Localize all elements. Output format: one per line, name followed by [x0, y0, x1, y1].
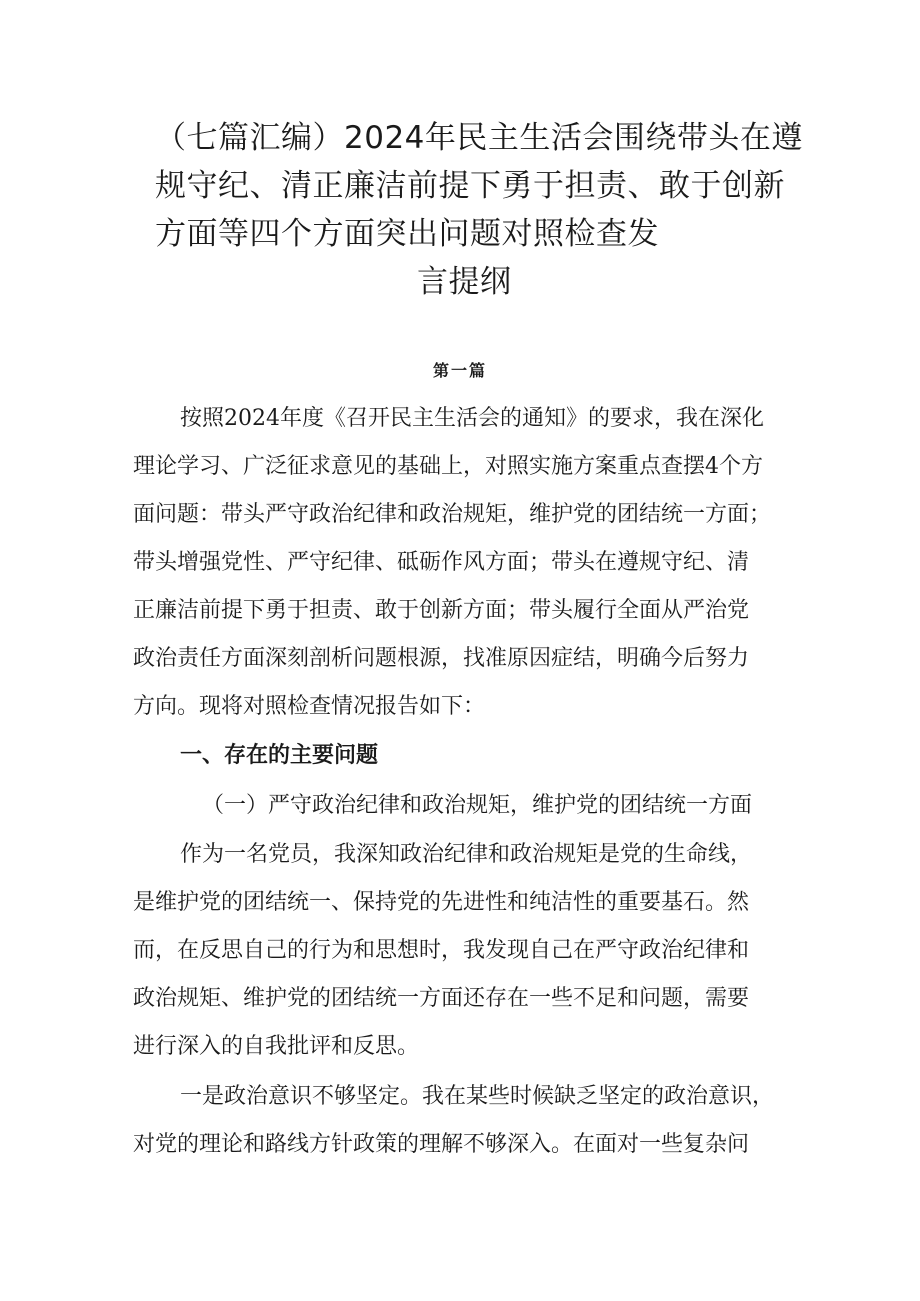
paragraph-2-line-1: 作为一名党员，我深知政治纪律和政治规矩是党的生命线， [180, 842, 753, 867]
title-line-2: 规守纪、清正廉洁前提下勇于担责、敢于创新 [155, 168, 785, 204]
paragraph-1-line-1: 按照2024年度《召开民主生活会的通知》的要求，我在深化 [180, 406, 764, 431]
paragraph-3-line-2: 对党的理论和路线方针政策的理解不够深入。在面对一些复杂问 [133, 1132, 750, 1157]
title-line-1: （七篇汇编）2024年民主生活会围绕带头在遵 [155, 120, 803, 156]
paragraph-1-line-3: 面问题：带头严守政治纪律和政治规矩，维护党的团结统一方面； [133, 502, 772, 527]
paragraph-2-line-5: 进行深入的自我批评和反思。 [133, 1034, 420, 1059]
document-title [155, 114, 805, 306]
paragraph-1-line-2: 理论学习、广泛征求意见的基础上，对照实施方案重点查摆4个方 [133, 454, 763, 479]
paragraph-1-line-5: 正廉洁前提下勇于担责、敢于创新方面；带头履行全面从严治党 [133, 598, 750, 623]
subsection-1-heading: （一）严守政治纪律和政治规矩，维护党的团结统一方面 [202, 793, 753, 818]
paragraph-2-line-3: 而，在反思自己的行为和思想时，我发现自己在严守政治纪律和 [133, 938, 750, 963]
paragraph-2-line-2: 是维护党的团结统一、保持党的先进性和纯洁性的重要基石。然 [133, 890, 750, 915]
paragraph-1-line-4: 带头增强党性、严守纪律、砥砺作风方面；带头在遵规守纪、清 [133, 550, 750, 575]
paragraph-1-line-6: 政治责任方面深刻剖析问题根源，找准原因症结，明确今后努力 [133, 646, 750, 671]
chapter-heading: 第一篇 [432, 361, 487, 380]
paragraph-1-line-7: 方向。现将对照检查情况报告如下： [133, 694, 486, 719]
title-line-4: 言提纲 [417, 264, 512, 300]
paragraph-2-line-4: 政治规矩、维护党的团结统一方面还存在一些不足和问题，需要 [133, 986, 750, 1011]
paragraph-3-line-1: 一是政治意识不够坚定。我在某些时候缺乏坚定的政治意识， [180, 1084, 775, 1109]
section-1-heading: 一、存在的主要问题 [180, 743, 379, 768]
title-line-3: 方面等四个方面突出问题对照检查发 [155, 216, 659, 252]
